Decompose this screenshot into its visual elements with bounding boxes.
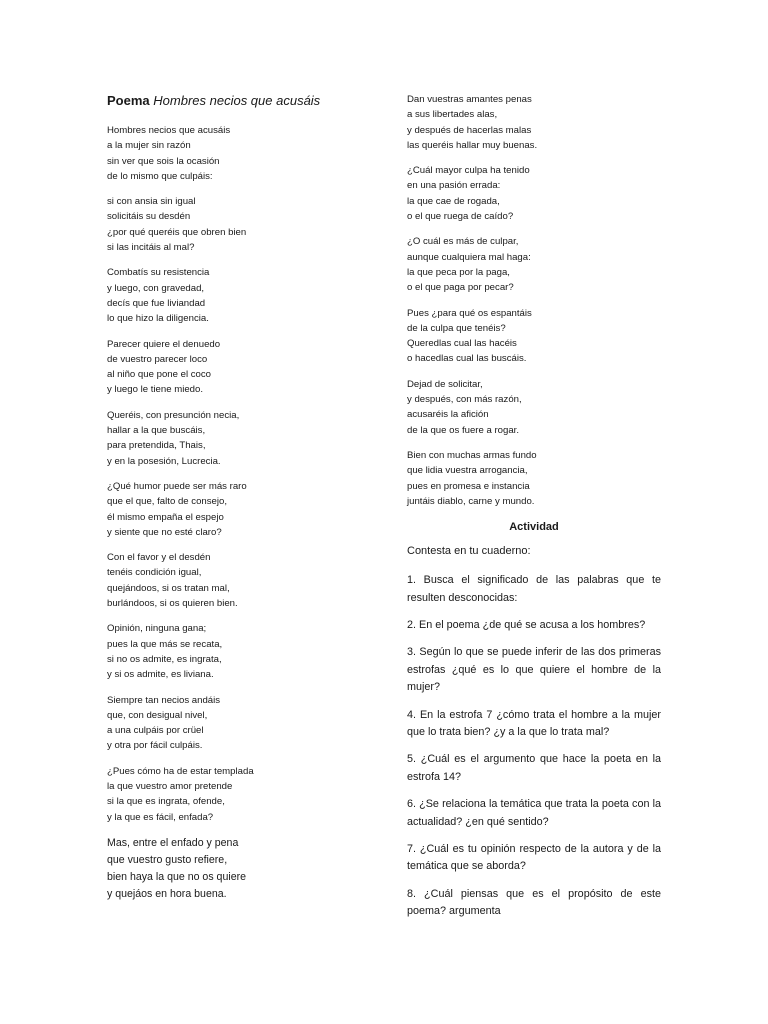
poem-line: y luego le tiene miedo.	[107, 384, 203, 396]
poem-line: juntáis diablo, carne y mundo.	[407, 495, 535, 507]
poem-line: de vuestro parecer loco	[107, 353, 208, 365]
poem-line: que el que, falto de consejo,	[107, 496, 228, 508]
stanza	[107, 479, 387, 540]
poem-line: aunque cualquiera mal haga:	[407, 251, 531, 263]
poem-line: burlándoos, si os quieren bien.	[107, 598, 238, 610]
stanza	[107, 408, 387, 469]
poem-line: para pretendida, Thais,	[107, 440, 206, 452]
poem-line: ¿O cuál es más de culpar,	[407, 236, 519, 248]
activity-title: Actividad	[509, 521, 559, 534]
stanza	[107, 337, 387, 398]
poem-line: si la que es ingrata, ofende,	[107, 796, 225, 808]
poem-line: a sus libertades alas,	[407, 109, 498, 121]
stanza	[107, 621, 387, 682]
right-stanzas	[407, 92, 661, 509]
poem-line: a la mujer sin razón	[107, 140, 191, 152]
poem-line: Parecer quiere el denuedo	[107, 338, 221, 350]
poem-line: y la que es fácil, enfada?	[107, 811, 214, 823]
stanza	[407, 306, 661, 367]
poem-line: ¿Qué humor puede ser más raro	[107, 480, 247, 492]
poem-line: tenéis condición igual,	[107, 567, 202, 579]
poem-line: que vuestro gusto refiere,	[107, 854, 228, 867]
poem-line: las queréis hallar muy buenas.	[407, 139, 538, 151]
poem-line: Con el favor y el desdén	[107, 552, 211, 564]
poem-line: si no os admite, es ingrata,	[107, 653, 222, 665]
poem-line: la que cae de rogada,	[407, 195, 500, 207]
stanza	[407, 234, 661, 295]
stanza	[107, 764, 387, 825]
poem-line: la que peca por la paga,	[407, 266, 510, 278]
poem-line: y siente que no esté claro?	[107, 526, 222, 538]
activity-intro: Contesta en tu cuaderno:	[407, 545, 531, 558]
poem-line: Queredlas cual las hacéis	[407, 338, 517, 350]
poem-line: y en la posesión, Lucrecia.	[107, 455, 221, 467]
activity-questions	[407, 572, 661, 921]
left-column	[107, 92, 387, 914]
activity-question: 7. ¿Cuál es tu opinión respecto de la autora y de la temática que se aborda?	[407, 843, 661, 873]
poem-line: o el que paga por pecar?	[407, 282, 514, 294]
poem-line: quejándoos, si os tratan mal,	[107, 582, 230, 594]
poem-line: Queréis, con presunción necia,	[107, 409, 240, 421]
poem-line: hallar a la que buscáis,	[107, 425, 206, 437]
stanza	[107, 693, 387, 754]
stanza	[107, 265, 387, 326]
poem-line: si las incitáis al mal?	[107, 242, 195, 254]
poem-line: o hacedlas cual las buscáis.	[407, 353, 527, 365]
poem-title-italic: Hombres necios que acusáis	[153, 93, 321, 108]
poem-line: o el que ruega de caído?	[407, 211, 514, 223]
stanza	[107, 194, 387, 255]
poem-line: en una pasión errada:	[407, 180, 501, 192]
poem-line: solicitáis su desdén	[107, 211, 191, 223]
poem-line: Bien con muchas armas fundo	[407, 449, 537, 461]
poem-line: sin ver que sois la ocasión	[107, 155, 220, 167]
poem-line: ¿Cuál mayor culpa ha tenido	[407, 165, 530, 177]
activity-question: 2. En el poema ¿de qué se acusa a los hombres?	[407, 618, 646, 631]
final-stanza	[107, 835, 387, 904]
poem-line: y después de hacerlas malas	[407, 124, 532, 136]
left-stanzas	[107, 123, 387, 825]
stanza	[407, 92, 661, 153]
poem-line: Pues ¿para qué os espantáis	[407, 307, 532, 319]
activity-question: 5. ¿Cuál es el argumento que hace la poeta en la estrofa 14?	[407, 753, 661, 783]
poem-line: pues en promesa e instancia	[407, 480, 530, 492]
poem-line: que lidia vuestra arrogancia,	[407, 465, 528, 477]
stanza	[107, 123, 387, 184]
poem-line: Dan vuestras amantes penas	[407, 94, 532, 105]
activity-question: 1. Busca el significado de las palabras que te resulten desconocidas:	[407, 574, 661, 604]
poem-line: acusaréis la afición	[407, 409, 489, 421]
stanza	[107, 550, 387, 611]
poem-line: y después, con más razón,	[407, 394, 522, 406]
poem-line: Mas, entre el enfado y pena	[107, 836, 239, 849]
activity-question: 8. ¿Cuál piensas que es el propósito de este poema? argumenta	[407, 887, 661, 918]
stanza	[407, 448, 661, 509]
activity-question: 6. ¿Se relaciona la temática que trata la poeta con la actualidad? ¿en qué sentido?	[407, 798, 661, 828]
poem-line: a una culpáis por crüel	[107, 725, 204, 737]
poem-title-prefix: Poema	[107, 93, 150, 108]
poem-line: y quejáos en hora buena.	[107, 888, 227, 901]
poem-line: ¿por qué queréis que obren bien	[107, 226, 247, 238]
poem-line: la que vuestro amor pretende	[107, 780, 233, 792]
poem-line: él mismo empaña el espejo	[107, 511, 224, 523]
poem-line: y otra por fácil culpáis.	[107, 740, 203, 752]
poem-title	[107, 92, 387, 110]
poem-line: de la culpa que tenéis?	[407, 322, 506, 334]
stanza	[407, 163, 661, 224]
poem-line: lo que hizo la diligencia.	[107, 313, 209, 325]
poem-line: al niño que pone el coco	[107, 369, 212, 381]
poem-line: Opinión, ninguna gana;	[107, 623, 207, 635]
poem-line: decís que fue liviandad	[107, 297, 206, 309]
poem-line: que, con desigual nivel,	[107, 709, 208, 721]
poem-line: si con ansia sin igual	[107, 196, 196, 208]
poem-line: Hombres necios que acusáis	[107, 125, 231, 136]
poem-line: bien haya la que no os quiere	[107, 871, 247, 884]
poem-line: y si os admite, es liviana.	[107, 669, 214, 681]
poem-line: Dejad de solicitar,	[407, 378, 483, 390]
poem-line: de lo mismo que culpáis:	[107, 170, 213, 182]
stanza	[407, 377, 661, 438]
activity-question: 3. Según lo que se puede inferir de las dos primeras estrofas ¿qué es lo que quiere el hombre de la mujer?	[407, 646, 661, 694]
poem-line: Siempre tan necios andáis	[107, 694, 221, 706]
poem-line: ¿Pues cómo ha de estar templada	[107, 765, 254, 777]
activity-question: 4. En la estrofa 7 ¿cómo trata el hombre a la mujer que lo trata bien? ¿y a la que lo trata mal?	[407, 708, 661, 738]
poem-line: de la que os fuere a rogar.	[407, 424, 520, 436]
poem-line: Combatís su resistencia	[107, 267, 210, 279]
poem-line: pues la que más se recata,	[107, 638, 223, 650]
poem-line: y luego, con gravedad,	[107, 282, 205, 294]
right-column	[407, 92, 661, 931]
